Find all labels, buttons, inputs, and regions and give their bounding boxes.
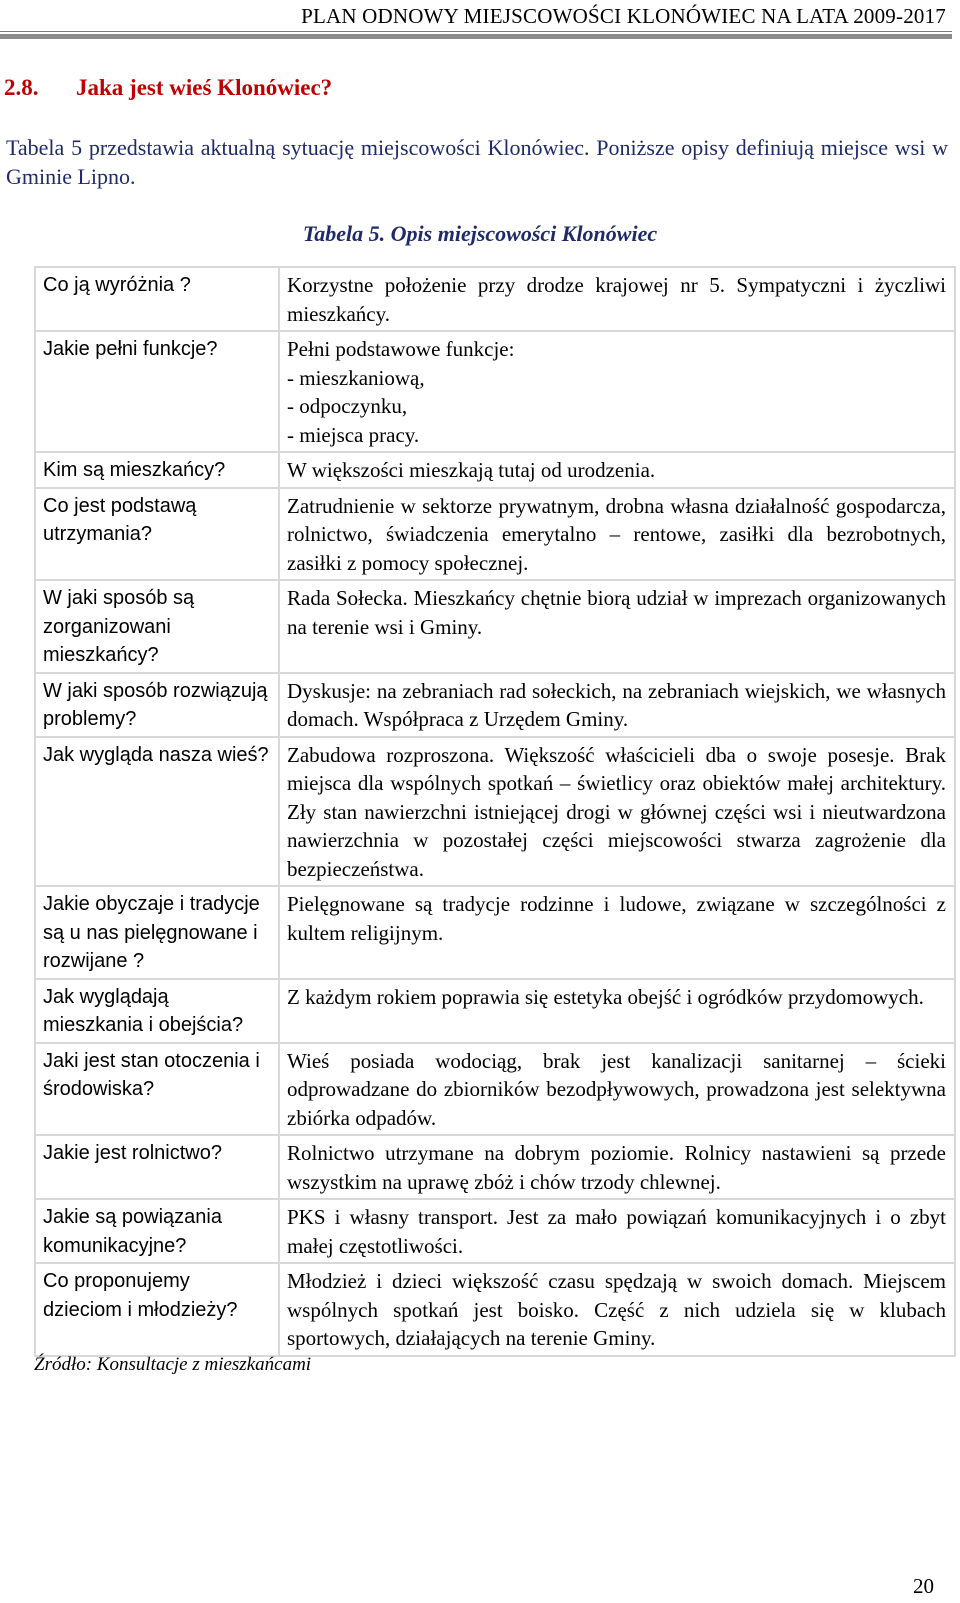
table-row	[35, 1043, 955, 1136]
table-row	[35, 331, 955, 452]
answer-line: Zatrudnienie w sektorze prywatnym, drobna własna działalność gospodarcza, rolnictwo, świadczenia emerytalno – rentowe, zasiłki dla bezrobotnych, zasiłki z pomocy społecznej.	[287, 493, 946, 575]
answer-line: PKS i własny transport. Jest za mało powiązań komunikacyjnych i o zbyt małej częstotliwości.	[287, 1205, 946, 1258]
table-row	[35, 737, 955, 887]
table-source: Źródło: Konsultacje z mieszkańcami	[34, 1354, 312, 1375]
answer-line: - mieszkaniową,	[287, 365, 425, 390]
row-answer	[279, 580, 955, 673]
row-answer	[279, 673, 955, 737]
row-question: Jakie obyczaje i tradycje są u nas pielęgnowane i rozwijane ?	[35, 886, 279, 979]
answer-line: - odpoczynku,	[287, 394, 408, 418]
answer-line: Pełni podstawowe funkcje:	[287, 337, 515, 361]
description-table	[34, 266, 956, 1357]
row-question: Kim są mieszkańcy?	[35, 452, 279, 488]
table-row	[35, 452, 955, 488]
row-question: Co jest podstawą utrzymania?	[35, 488, 279, 581]
table-row	[35, 1135, 955, 1199]
section-number: 2.8.	[4, 75, 39, 100]
table-row	[35, 488, 955, 581]
header-rule-thick	[0, 34, 952, 39]
row-answer	[279, 1263, 955, 1356]
answer-line: Rada Sołecka. Mieszkańcy chętnie biorą udział w imprezach organizowanych na terenie wsi i Gminy.	[287, 586, 946, 639]
table-row	[35, 580, 955, 673]
row-question: Jakie pełni funkcje?	[35, 331, 279, 452]
header-rule-thin	[0, 31, 952, 32]
answer-line: Wieś posiada wodociąg, brak jest kanalizacji sanitarnej – ścieki odprowadzane do zbiorników bezodpływowych, prowadzona jest selektywna zbiórka odpadów.	[287, 1048, 946, 1130]
row-question: Co proponujemy dzieciom i młodzieży?	[35, 1263, 279, 1356]
answer-line: Zabudowa rozproszona. Większość właścicieli dba o swoje posesje. Brak miejsca dla wspólnych spotkań – świetlicy oraz obiektów małej architektury. Zły stan nawierzchni istniejącej drogi w głównej części wsi i nieutwardzona nawierzchnia w pozostałej części miejscowości stwarza zagrożenie dla bezpieczeństwa.	[287, 742, 946, 881]
row-question: Jaki jest stan otoczenia i środowiska?	[35, 1043, 279, 1136]
table-row	[35, 673, 955, 737]
row-question: Jakie jest rolnictwo?	[35, 1135, 279, 1199]
table-row	[35, 886, 955, 979]
row-question: Jak wyglądają mieszkania i obejścia?	[35, 979, 279, 1043]
table-caption: Tabela 5. Opis miejscowości Klonówiec	[302, 221, 658, 246]
answer-line: Rolnictwo utrzymane na dobrym poziomie. Rolnicy nastawieni są przede wszystkim na uprawę zbóż i chów trzody chlewnej.	[287, 1141, 946, 1194]
answer-line: Korzystne położenie przy drodze krajowej nr 5. Sympatyczni i życzliwi mieszkańcy.	[287, 273, 946, 326]
header-title: PLAN ODNOWY MIEJSCOWOŚCI KLONÓWIEC NA LATA 2009-2017	[301, 4, 946, 28]
row-answer	[279, 1199, 955, 1263]
answer-line: Z każdym rokiem poprawia się estetyka obejść i ogródków przydomowych.	[287, 984, 924, 1009]
page-header	[0, 0, 956, 37]
table-row	[35, 1199, 955, 1263]
table-row	[35, 267, 955, 331]
table-row	[35, 1263, 955, 1356]
row-answer	[279, 1135, 955, 1199]
answer-line: Młodzież i dzieci większość czasu spędzają w swoich domach. Miejscem wspólnych spotkań jest boisko. Część z nich udziela się w klubach sportowych, działających na terenie Gminy.	[287, 1269, 946, 1350]
table-row	[35, 979, 955, 1043]
row-question: W jaki sposób są zorganizowani mieszkańcy?	[35, 580, 279, 673]
row-answer	[279, 331, 955, 452]
row-answer	[279, 886, 955, 979]
row-question: Co ją wyróżnia ?	[35, 267, 279, 331]
answer-line: W większości mieszkają tutaj od urodzenia.	[287, 458, 656, 482]
row-question: Jakie są powiązania komunikacyjne?	[35, 1199, 279, 1263]
section-heading	[4, 75, 332, 101]
row-answer	[279, 488, 955, 581]
row-question: Jak wygląda nasza wieś?	[35, 737, 279, 887]
answer-line: - miejsca pracy.	[287, 422, 420, 447]
intro-paragraph: Tabela 5 przedstawia aktualną sytuację miejscowości Klonówiec. Poniższe opisy definiują miejsce wsi w Gminie Lipno.	[6, 135, 948, 189]
answer-line: Pielęgnowane są tradycje rodzinne i ludowe, związane w szczególności z kultem religijnym.	[287, 892, 946, 945]
section-title: Jaka jest wieś Klonówiec?	[76, 75, 333, 100]
answer-line: Dyskusje: na zebraniach rad sołeckich, na zebraniach wiejskich, we własnych domach. Współpraca z Urzędem Gminy.	[287, 678, 946, 731]
row-answer	[279, 737, 955, 887]
row-answer	[279, 1043, 955, 1136]
row-answer	[279, 452, 955, 488]
row-answer	[279, 267, 955, 331]
page-number: 20	[913, 1574, 934, 1598]
row-answer	[279, 979, 955, 1043]
row-question: W jaki sposób rozwiązują problemy?	[35, 673, 279, 737]
description-table-body	[35, 267, 955, 1356]
